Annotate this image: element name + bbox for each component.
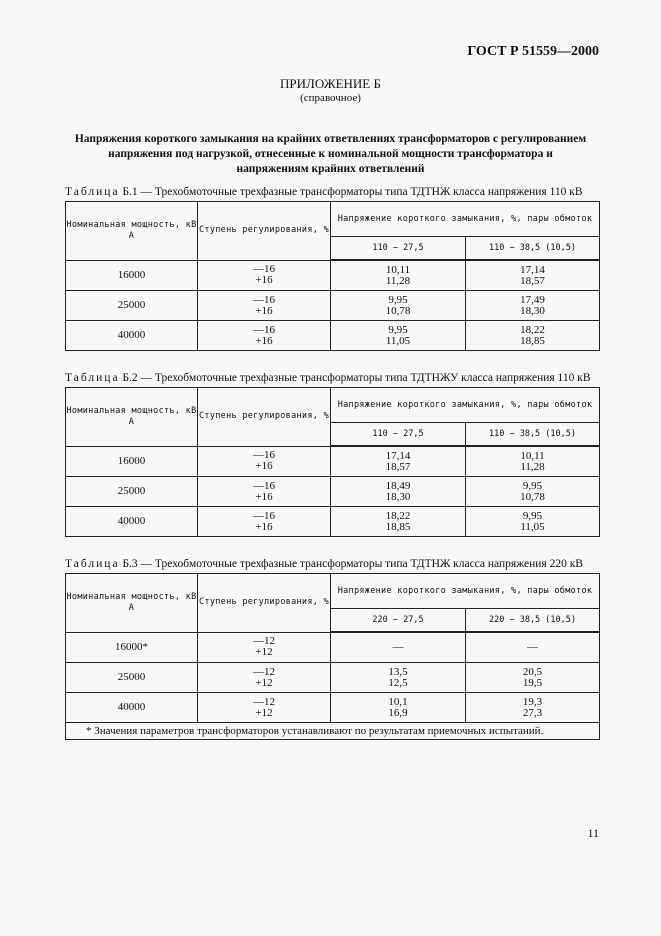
table-caption [65,186,605,198]
step-cell: —12 +12 [198,632,331,663]
header-pair-1: 110 − 27,5 [331,423,466,447]
header-power: Номинальная мощность, кВ А [66,202,198,261]
table-row [66,321,600,351]
header-step: Ступень регулирования, % [198,202,331,261]
table-b1 [65,201,600,351]
voltage-cell-1: 13,5 12,5 [331,663,466,693]
header-voltage: Напряжение короткого замыкания, %, пары обмоток [331,388,600,423]
table-caption [65,372,605,384]
voltage-cell-1: 10,11 11,28 [331,260,466,291]
header-pair-2: 110 − 38,5 (10,5) [466,237,600,261]
table-caption-text: Б.1 — Трехобмоточные трехфазные трансформаторы типа ТДТНЖ класса напряжения 110 кВ [122,186,583,198]
step-cell: —16 +16 [198,291,331,321]
table-caption-text: Б.3 — Трехобмоточные трехфазные трансформаторы типа ТДТНЖ класса напряжения 220 кВ [122,558,583,570]
voltage-cell-2: 17,49 18,30 [466,291,600,321]
step-cell: —12 +12 [198,693,331,723]
table-row [66,446,600,477]
header-voltage: Напряжение короткого замыкания, %, пары обмоток [331,202,600,237]
step-cell: —16 +16 [198,321,331,351]
power-cell: 25000 [66,291,198,321]
table-row [66,693,600,723]
power-cell: 40000 [66,693,198,723]
power-cell: 25000 [66,663,198,693]
voltage-cell-1: 9,95 10,78 [331,291,466,321]
voltage-cell-2: 20,5 19,5 [466,663,600,693]
annex-title: ПРИЛОЖЕНИЕ Б [280,76,381,91]
step-cell: —12 +12 [198,663,331,693]
voltage-cell-1: 18,22 18,85 [331,507,466,537]
power-cell: 40000 [66,321,198,351]
header-voltage: Напряжение короткого замыкания, %, пары обмоток [331,574,600,609]
table-row [66,632,600,663]
table-row [66,477,600,507]
header-pair-2: 220 − 38,5 (10,5) [466,609,600,633]
table-caption [65,558,605,570]
annex-heading: Напряжения короткого замыкания на крайних ответвлениях трансформаторов с регулированием напряжения под нагрузкой, отнесенные к номинальной мощности трансформатора и напряжениям крайних ответвлений [74,133,587,175]
table-caption-text: Б.2 — Трехобмоточные трехфазные трансформаторы типа ТДТНЖУ класса напряжения 110 кВ [122,372,591,384]
power-cell: 16000 [66,260,198,291]
voltage-cell-1: 18,49 18,30 [331,477,466,507]
table-row [66,260,600,291]
step-cell: —16 +16 [198,446,331,477]
voltage-cell-2: 10,11 11,28 [466,446,600,477]
header-power: Номинальная мощность, кВ А [66,574,198,633]
step-cell: —16 +16 [198,507,331,537]
header-step: Ступень регулирования, % [198,574,331,633]
header-step: Ступень регулирования, % [198,388,331,447]
document-code: ГОСТ Р 51559—2000 [467,44,599,59]
power-cell: 40000 [66,507,198,537]
step-cell: —16 +16 [198,477,331,507]
voltage-cell-2: — [466,632,600,663]
annex-subtitle: (справочное) [300,92,361,104]
voltage-cell-1: 9,95 11,05 [331,321,466,351]
table-row [66,507,600,537]
power-cell: 16000 [66,446,198,477]
table-row [66,291,600,321]
power-cell: 16000* [66,632,198,663]
voltage-cell-1: — [331,632,466,663]
header-pair-1: 220 − 27,5 [331,609,466,633]
header-power: Номинальная мощность, кВ А [66,388,198,447]
step-cell: —16 +16 [198,260,331,291]
table-footnote: * Значения параметров трансформаторов устанавливают по результатам приемочных испытаний. [66,723,600,740]
voltage-cell-1: 17,14 18,57 [331,446,466,477]
table-caption-word: Таблица [65,372,120,384]
annex-title-block [0,77,661,105]
voltage-cell-2: 17,14 18,57 [466,260,600,291]
page-number: 11 [587,826,599,840]
voltage-cell-2: 18,22 18,85 [466,321,600,351]
header-pair-1: 110 − 27,5 [331,237,466,261]
header-pair-2: 110 − 38,5 (10,5) [466,423,600,447]
table-b2 [65,387,600,537]
voltage-cell-1: 10,1 16,9 [331,693,466,723]
voltage-cell-2: 9,95 11,05 [466,507,600,537]
table-caption-word: Таблица [65,186,120,198]
table-b3 [65,573,600,740]
voltage-cell-2: 9,95 10,78 [466,477,600,507]
voltage-cell-2: 19,3 27,3 [466,693,600,723]
table-caption-word: Таблица [65,558,120,570]
table-row [66,663,600,693]
power-cell: 25000 [66,477,198,507]
